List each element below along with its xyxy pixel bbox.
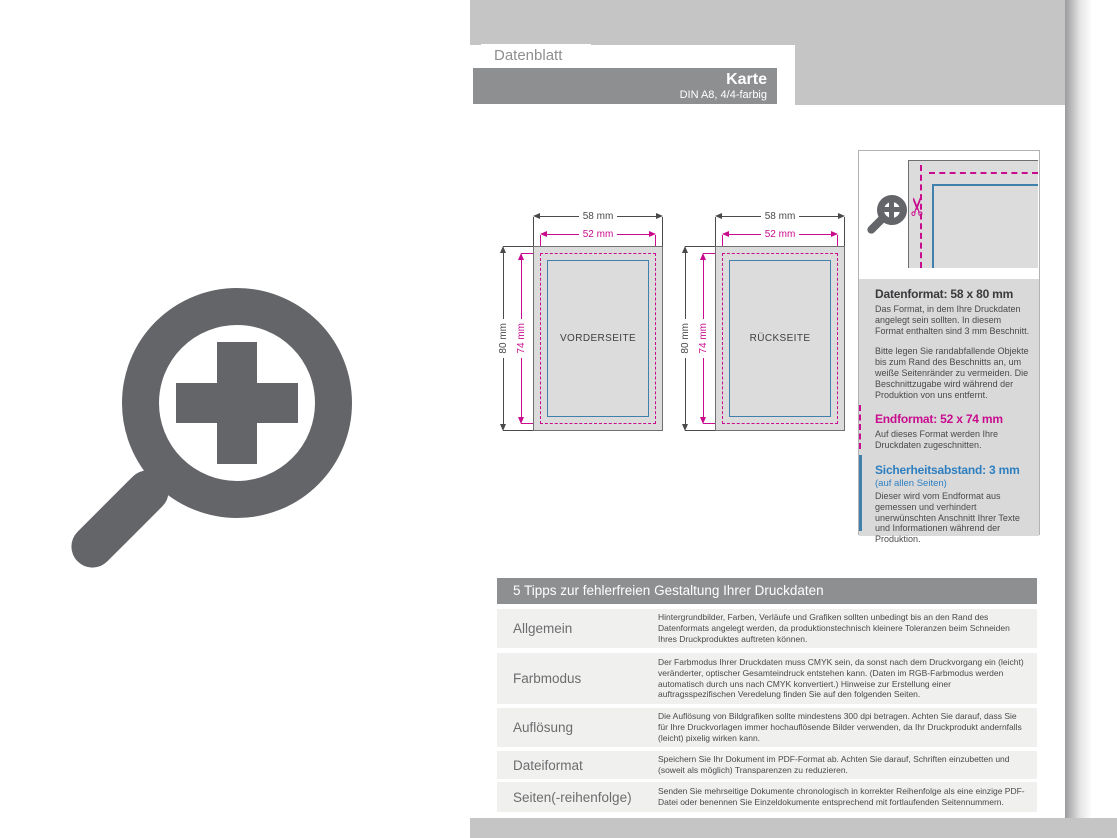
corner-detail-illustration — [859, 151, 1039, 279]
row-label: Allgemein — [513, 621, 573, 636]
back-outer-width-label: 58 mm — [764, 210, 796, 222]
page-subtitle: DIN A8, 4/4-farbig — [679, 89, 767, 101]
page-title: Karte — [726, 71, 767, 88]
back-trim-width-dimension — [722, 228, 838, 240]
safety-line-vertical — [932, 184, 934, 268]
mini-zoom-icon — [867, 193, 911, 241]
front-trim-height-label: 74 mm — [515, 323, 527, 354]
table-row — [497, 782, 1037, 812]
back-outer-height-dimension — [679, 246, 691, 431]
sicherheitsabstand-text: Dieser wird vom Endformat aus gemessen und verhindert unerwünschten Anschnitt Ihrer Texte und Informationen während der Produktion. — [875, 490, 1020, 545]
extension-line — [503, 246, 533, 247]
front-trim-height-dimension — [515, 253, 527, 424]
row-text: Hintergrundbilder, Farben, Verläufe und Grafiken sollten unbedingt bis an den Rand des Datenformats angelegt werden, da produktionstechnisch kleinere Toleranzen beim Schneiden Ihres Druckproduktes auftreten können. — [658, 612, 1010, 644]
sicherheitsabstand-subheading: (auf allen Seiten) — [875, 477, 947, 489]
footer-band — [470, 818, 1117, 838]
datenformat-text-2: Bitte legen Sie randabfallende Objekte bis zum Rand des Beschnitts an, um weiße Seitenränder zu vermeiden. Die Beschnittzugabe wird während der Produktion von uns entfernt. — [875, 346, 1029, 400]
extension-line — [533, 217, 534, 246]
row-text: Senden Sie mehrseitige Dokumente chronologisch in korrekter Reihenfolge als eine einzige PDF-Datei oder benennen Sie Einzeldokumente entsprechend mit fortlaufenden Seitennummern. — [658, 786, 1025, 807]
extension-line — [662, 217, 663, 246]
front-trim-width-dimension — [540, 228, 656, 240]
row-text: Der Farbmodus Ihrer Druckdaten muss CMYK sein, da sonst nach dem Druckvorgang ein (leicht) veränderter, optischer Gesamteindruck entstehen kann. (Daten im RGB-Farbmodus werden automatisch durch uns nach CMYK konvertiert.) Hinweise zur Erstellung einer auftragsspezifischen Veredelung finden Sie auf den folgenden Seiten. — [658, 656, 1024, 700]
front-trim-width-label: 52 mm — [582, 228, 614, 240]
extension-line — [844, 217, 845, 246]
datenblatt-tab — [481, 44, 591, 68]
front-card-label: VORDERSEITE — [559, 333, 637, 344]
endformat-heading: Endformat: 52 x 74 mm — [875, 412, 1003, 427]
scissors-icon: ✂ — [902, 196, 932, 217]
back-trim-height-label: 74 mm — [697, 323, 709, 354]
datenformat-heading: Datenformat: 58 x 80 mm — [875, 287, 1014, 301]
front-outer-height-dimension — [497, 246, 509, 431]
row-label: Dateiformat — [513, 757, 583, 773]
row-label: Auflösung — [513, 720, 574, 735]
tips-heading: 5 Tipps zur fehlerfreien Gestaltung Ihrer Druckdaten — [513, 583, 824, 598]
row-text: Speichern Sie Ihr Dokument im PDF-Format ab. Achten Sie darauf, Schriften einzubetten und (soweit als möglich) Transparenzen zu reduzieren. — [658, 754, 1010, 775]
front-safety-line — [547, 260, 649, 417]
top-band-right-block — [795, 0, 1065, 105]
back-outer-height-label: 80 mm — [679, 323, 691, 354]
datenblatt-tab-label: Datenblatt — [494, 47, 563, 64]
zoom-plus-vertical — [217, 342, 257, 464]
datenformat-text-1: Das Format, in dem Ihre Druckdaten angelegt sein sollten. In diesem Format enthalten sind 3 mm Beschnitt. — [875, 304, 1030, 336]
safety-line-horizontal — [932, 184, 1038, 186]
back-safety-line — [729, 260, 831, 417]
row-text: Die Auflösung von Bildgrafiken sollte mindestens 300 dpi betragen. Achten Sie darauf, dass Sie für Ihre Druckvorlagen immer hochauflösende Bilder verwenden, da Ihr Druckprodukt andernfalls (leicht) pixelig wirken kann. — [658, 711, 1022, 743]
front-outer-width-label: 58 mm — [582, 210, 614, 222]
extension-line — [715, 217, 716, 246]
extension-line — [685, 430, 715, 431]
extension-line — [503, 430, 533, 431]
row-label: Seiten(-reihenfolge) — [513, 789, 632, 805]
format-info-box — [858, 150, 1040, 545]
front-outer-height-label: 80 mm — [497, 323, 509, 354]
back-trim-height-dimension — [697, 253, 709, 424]
back-outer-width-dimension — [715, 210, 845, 222]
endformat-text: Auf dieses Format werden Ihre Druckdaten zugeschnitten. — [875, 429, 999, 451]
sicherheitsabstand-heading: Sicherheitsabstand: 3 mm — [875, 462, 1020, 477]
back-trim-width-label: 52 mm — [764, 228, 796, 240]
product-title-bar — [473, 68, 777, 104]
front-outer-width-dimension — [533, 210, 663, 222]
zoom-plus-icon[interactable] — [60, 280, 380, 570]
sicherheitsabstand-marker-line — [859, 455, 862, 531]
zoom-handle — [63, 462, 178, 577]
bleed-line-horizontal — [929, 172, 1038, 174]
extension-line — [685, 246, 715, 247]
tips-table-header — [497, 578, 1037, 604]
table-row — [497, 653, 1037, 704]
table-row — [497, 751, 1037, 779]
back-card-label: RÜCKSEITE — [749, 333, 811, 344]
table-row — [497, 609, 1037, 648]
corner-card-detail — [902, 160, 1038, 268]
table-row — [497, 708, 1037, 747]
row-label: Farbmodus — [513, 671, 582, 686]
page-edge-shadow — [1065, 0, 1092, 838]
endformat-marker-line — [859, 405, 861, 449]
format-info-panel — [859, 279, 1039, 545]
